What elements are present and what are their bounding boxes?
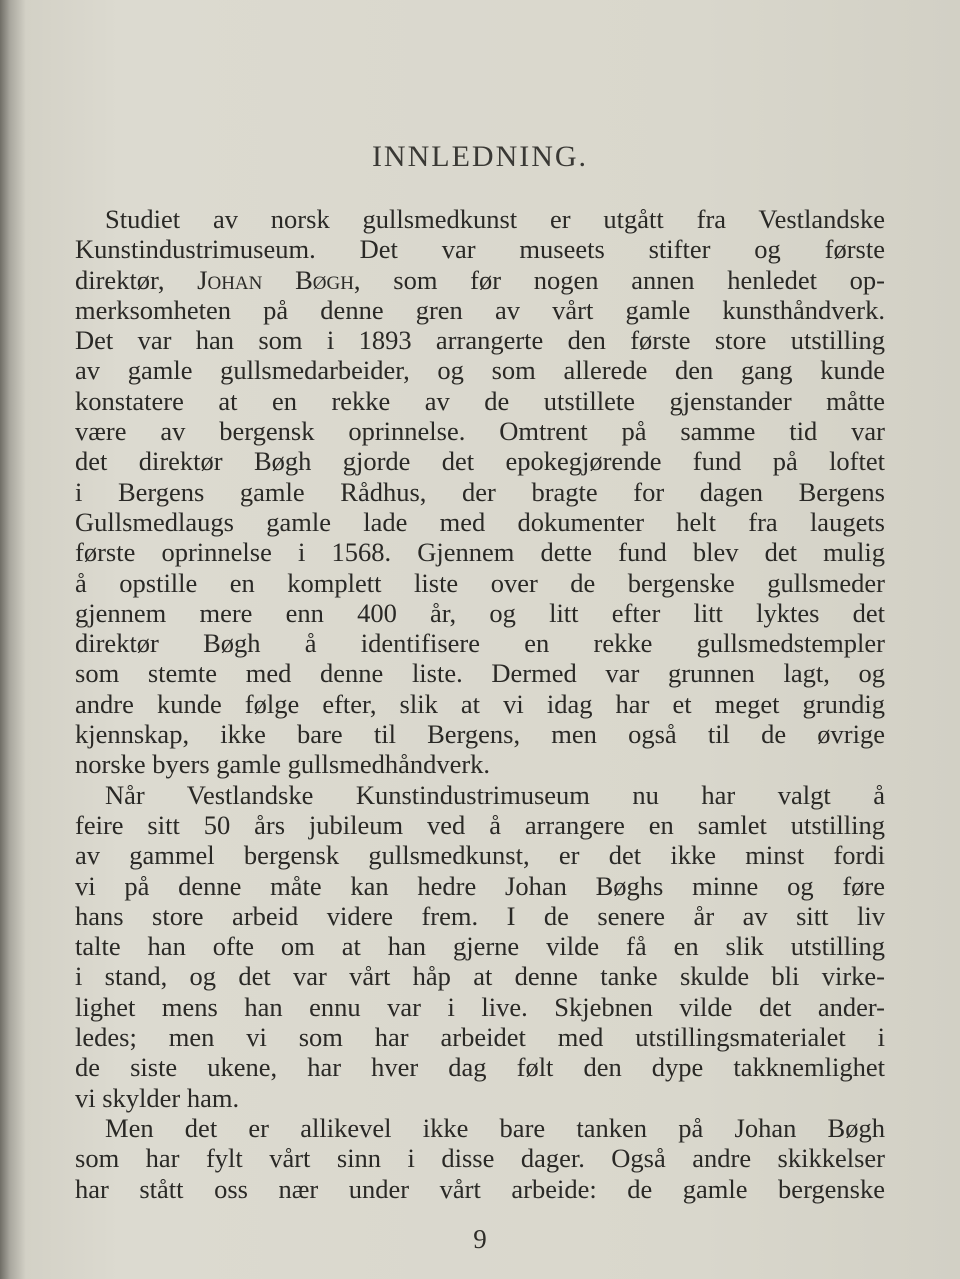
text-line: som stemte med denne liste. Dermed var grunnen lagt, og (75, 658, 885, 689)
text-line: hans store arbeid videre frem. I de senere år av sitt liv (75, 900, 885, 931)
body-text (75, 204, 885, 1204)
text-line: kjennskap, ikke bare til Bergens, men også til de øvrige (75, 719, 885, 750)
text-line: direktør Bøgh å identifisere en rekke gullsmedstempler (75, 628, 885, 659)
text-line: feire sitt 50 års jubileum ved å arrangere en samlet utstilling (75, 809, 885, 840)
text-line (75, 265, 885, 295)
text-line: andre kunde følge efter, slik at vi idag har et meget grundig (75, 688, 885, 719)
text-line: å opstille en komplett liste over de bergenske gullsmeder (75, 567, 885, 598)
text-line: i Bergens gamle Rådhus, der bragte for dagen Bergens (75, 476, 885, 507)
text-line: lighet mens han ennu var i live. Skjebnen vilde det ander- (75, 991, 885, 1022)
text-line: i stand, og det var vårt håp at denne tanke skulde bli virke- (75, 961, 885, 992)
chapter-title: INNLEDNING. (371, 140, 589, 173)
page-number: 9 (473, 1224, 487, 1254)
text-segment: , som før nogen annen henledet op- (353, 264, 885, 295)
text-line: det direktør Bøgh gjorde det epokegjørende fund på loftet (75, 446, 885, 477)
text-line: vi på denne måte kan hedre Johan Bøghs minne og føre (75, 870, 885, 901)
author-name: Johan Bøgh (197, 264, 354, 295)
text-line: som har fylt vårt sinn i disse dager. Også andre skikkelser (75, 1143, 885, 1174)
text-line: konstatere at en rekke av de utstillete gjenstander måtte (75, 385, 885, 416)
text-line: av gammel bergensk gullsmedkunst, er det ikke minst fordi (75, 840, 885, 871)
text-line: være av bergensk oprinnelse. Omtrent på samme tid var (75, 416, 885, 447)
text-line: Det var han som i 1893 arrangerte den første store utstilling (75, 325, 885, 356)
text-line: Men det er allikevel ikke bare tanken på Johan Bøgh (105, 1112, 885, 1143)
text-line: gjennem mere enn 400 år, og litt efter litt lyktes det (75, 597, 885, 628)
text-line: første oprinnelse i 1568. Gjennem dette fund blev det mulig (75, 537, 885, 568)
text-segment: direktør, (75, 264, 198, 295)
text-line: vi skylder ham. (75, 1082, 240, 1113)
text-line: Gullsmedlaugs gamle lade med dokumenter helt fra laugets (75, 506, 885, 537)
text-line: merksomheten på denne gren av vårt gamle kunsthåndverk. (75, 294, 885, 325)
text-line: av gamle gullsmedarbeider, og som allerede den gang kunde (75, 355, 885, 386)
text-line: har stått oss nær under vårt arbeide: de gamle bergenske (75, 1173, 885, 1204)
text-line: Studiet av norsk gullsmedkunst er utgått fra Vestlandske (105, 204, 885, 234)
text-line: de siste ukene, har hver dag følt den dype takknemlighet (75, 1052, 885, 1083)
text-line: ledes; men vi som har arbeidet med utstillingsmaterialet i (75, 1022, 885, 1053)
text-line: talte han ofte om at han gjerne vilde få en slik utstilling (75, 931, 885, 962)
text-line: Når Vestlandske Kunstindustrimuseum nu har valgt å (105, 779, 885, 810)
text-line: Kunstindustrimuseum. Det var museets stifter og første (75, 234, 885, 265)
text-line: norske byers gamle gullsmedhåndverk. (75, 749, 491, 780)
